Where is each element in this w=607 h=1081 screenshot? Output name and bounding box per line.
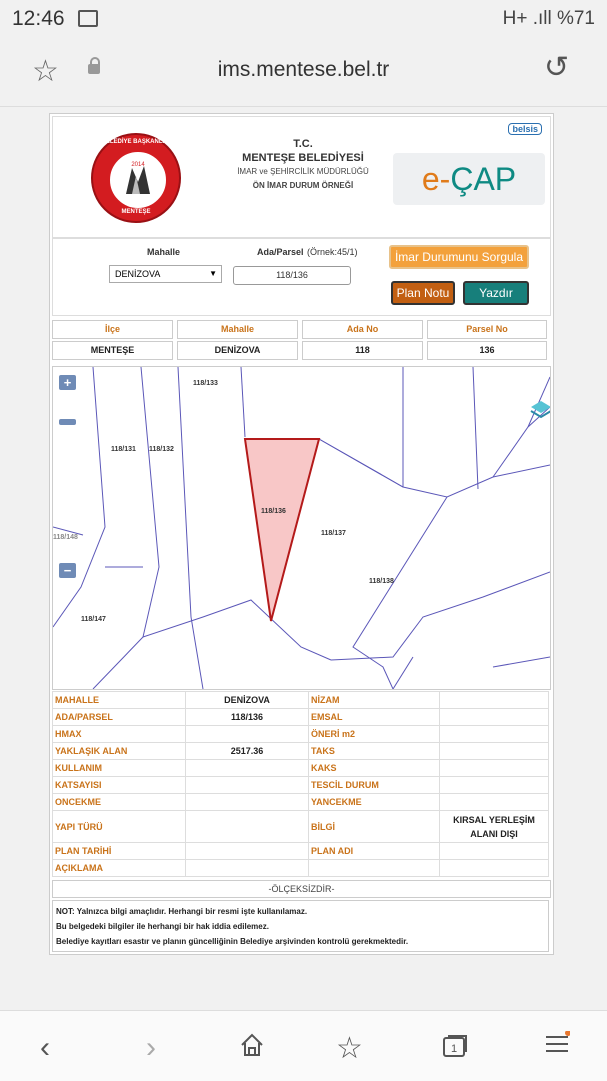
key: KULLANIM (53, 760, 186, 777)
key: TAKS (309, 743, 440, 760)
value (440, 726, 549, 743)
query-form (52, 238, 551, 316)
map-canvas[interactable] (53, 367, 550, 689)
value (440, 777, 549, 794)
belsis-logo: belsis (508, 123, 542, 135)
value-parsel-no: 136 (427, 341, 547, 360)
key: YAKLAŞIK ALAN (53, 743, 186, 760)
mahalle-select[interactable] (109, 265, 222, 283)
browser-toolbar (0, 36, 607, 107)
page-container (49, 113, 554, 955)
table-row (53, 860, 549, 877)
parcel-map[interactable] (52, 366, 551, 690)
table-row (53, 760, 549, 777)
map-label-118-137: 118/137 (321, 530, 346, 537)
key: YAPI TÜRÜ (53, 811, 186, 843)
value (186, 794, 309, 811)
key: AÇIKLAMA (53, 860, 186, 877)
parcel-boundaries (53, 367, 550, 689)
status-indicators: H+ .ıll %71 (502, 8, 595, 29)
zoom-slider-handle[interactable] (59, 419, 76, 425)
logo-emblem-icon (112, 154, 164, 206)
chevron-down-icon: ▼ (209, 269, 217, 278)
value (186, 726, 309, 743)
municipality-title: MENTEŞE BELEDİYESİ (242, 152, 364, 164)
zoom-out-button[interactable]: − (59, 563, 76, 578)
adaparsel-hint: (Örnek:45/1) (307, 247, 358, 257)
map-label-118-131: 118/131 (111, 446, 136, 453)
page-header (52, 116, 551, 238)
value (440, 760, 549, 777)
key: HMAX (53, 726, 186, 743)
tabs-icon[interactable] (440, 1031, 470, 1067)
value: KIRSAL YERLEŞİM ALANI DIŞI (440, 811, 549, 843)
tc-title: T.C. (293, 138, 313, 150)
department-title: İMAR ve ŞEHİRCİLİK MÜDÜRLÜĞÜ (237, 167, 369, 176)
logo-year: 2014 (131, 162, 145, 168)
address-bar[interactable]: ims.mentese.bel.tr (217, 58, 390, 81)
value (440, 709, 549, 726)
document-title: ÖN İMAR DURUM ÖRNEĞİ (252, 181, 354, 190)
value: DENİZOVA (186, 692, 309, 709)
home-icon[interactable] (238, 1031, 266, 1067)
selected-parcel-118-136 (245, 439, 319, 621)
mahalle-select-value: DENİZOVA (115, 269, 161, 279)
adaparsel-input[interactable]: 118/136 (233, 266, 351, 285)
map-label-118-148: 118/148 (53, 534, 78, 541)
disclaimer-note (52, 900, 549, 952)
key: KATSAYISI (53, 777, 186, 794)
zoning-info-table (52, 691, 549, 877)
plan-notu-button[interactable]: Plan Notu (391, 281, 455, 305)
value (440, 743, 549, 760)
value (186, 843, 309, 860)
key: ADA/PARSEL (53, 709, 186, 726)
map-label-118-133: 118/133 (193, 380, 218, 387)
print-button[interactable]: Yazdır (463, 281, 529, 305)
table-row (53, 794, 549, 811)
value: 118/136 (186, 709, 309, 726)
key: MAHALLE (53, 692, 186, 709)
key: EMSAL (309, 709, 440, 726)
map-label-118-136: 118/136 (261, 508, 286, 515)
map-label-118-138: 118/138 (369, 578, 394, 585)
map-label-118-147: 118/147 (81, 616, 106, 623)
header-parsel-no: Parsel No (427, 320, 547, 339)
key: PLAN TARİHİ (53, 843, 186, 860)
ecap-e: e- (421, 161, 451, 197)
forward-icon[interactable]: › (146, 1031, 156, 1064)
value (186, 760, 309, 777)
value-ada-no: 118 (302, 341, 423, 360)
key: KAKS (309, 760, 440, 777)
back-icon[interactable]: ‹ (40, 1031, 50, 1064)
ecap-text: ÇAP (450, 161, 517, 197)
header-titles (203, 137, 403, 193)
key: ONCEKME (53, 794, 186, 811)
scale-note: -ÖLÇEKSİZDİR- (52, 880, 551, 898)
note-line: NOT: Yalnızca bilgi amaçlıdır. Herhangi bir resmi işte kullanılamaz. (56, 907, 308, 916)
value-mahalle: DENİZOVA (177, 341, 298, 360)
table-row (53, 811, 549, 843)
key: BİLGİ (309, 811, 440, 843)
key: YANCEKME (309, 794, 440, 811)
map-label-118-132: 118/132 (149, 446, 174, 453)
value (440, 843, 549, 860)
logo-top-text: BELEDİYE BAŞKANLIĞI (101, 139, 171, 145)
header-ada-no: Ada No (302, 320, 423, 339)
value (186, 811, 309, 843)
key: ÖNERİ m2 (309, 726, 440, 743)
key: NİZAM (309, 692, 440, 709)
value (440, 794, 549, 811)
zoom-in-button[interactable]: + (59, 375, 76, 390)
mahalle-label: Mahalle (147, 247, 181, 257)
key: TESCİL DURUM (309, 777, 440, 794)
header-mahalle: Mahalle (177, 320, 298, 339)
ecap-logo (393, 153, 545, 205)
value (186, 777, 309, 794)
logo-bottom-text: MENTEŞE (121, 209, 151, 215)
key (309, 860, 440, 877)
note-line: Bu belgedeki bilgiler ile herhangi bir hak iddia edilemez. (56, 922, 269, 931)
image-notification-icon (78, 10, 98, 27)
note-line: Belediye kayıtları esastır ve planın güncelliğinin Belediye arşivinden kontrolü gerekmektedir. (56, 937, 409, 946)
clock: 12:46 (12, 7, 65, 30)
tab-count: 1 (450, 1043, 458, 1055)
municipality-logo (91, 133, 181, 223)
key: PLAN ADI (309, 843, 440, 860)
value (440, 692, 549, 709)
value-ilce: MENTEŞE (52, 341, 173, 360)
table-row (53, 843, 549, 860)
status-bar (0, 0, 607, 36)
browser-bottom-nav (0, 1010, 607, 1081)
menu-icon[interactable] (544, 1031, 570, 1065)
bookmark-star-icon[interactable]: ☆ (32, 55, 59, 88)
table-row (53, 709, 549, 726)
table-row (53, 726, 549, 743)
table-row (53, 692, 549, 709)
reload-icon[interactable]: ↺ (544, 51, 570, 84)
header-ilce: İlçe (52, 320, 173, 339)
adaparsel-label: Ada/Parsel (257, 247, 304, 257)
bookmarks-icon[interactable]: ☆ (336, 1032, 363, 1065)
logo-inner (110, 152, 166, 208)
query-button[interactable]: İmar Durumunu Sorgula (389, 245, 529, 269)
table-row (53, 777, 549, 794)
value (186, 860, 309, 877)
value (440, 860, 549, 877)
table-row (53, 743, 549, 760)
value: 2517.36 (186, 743, 309, 760)
